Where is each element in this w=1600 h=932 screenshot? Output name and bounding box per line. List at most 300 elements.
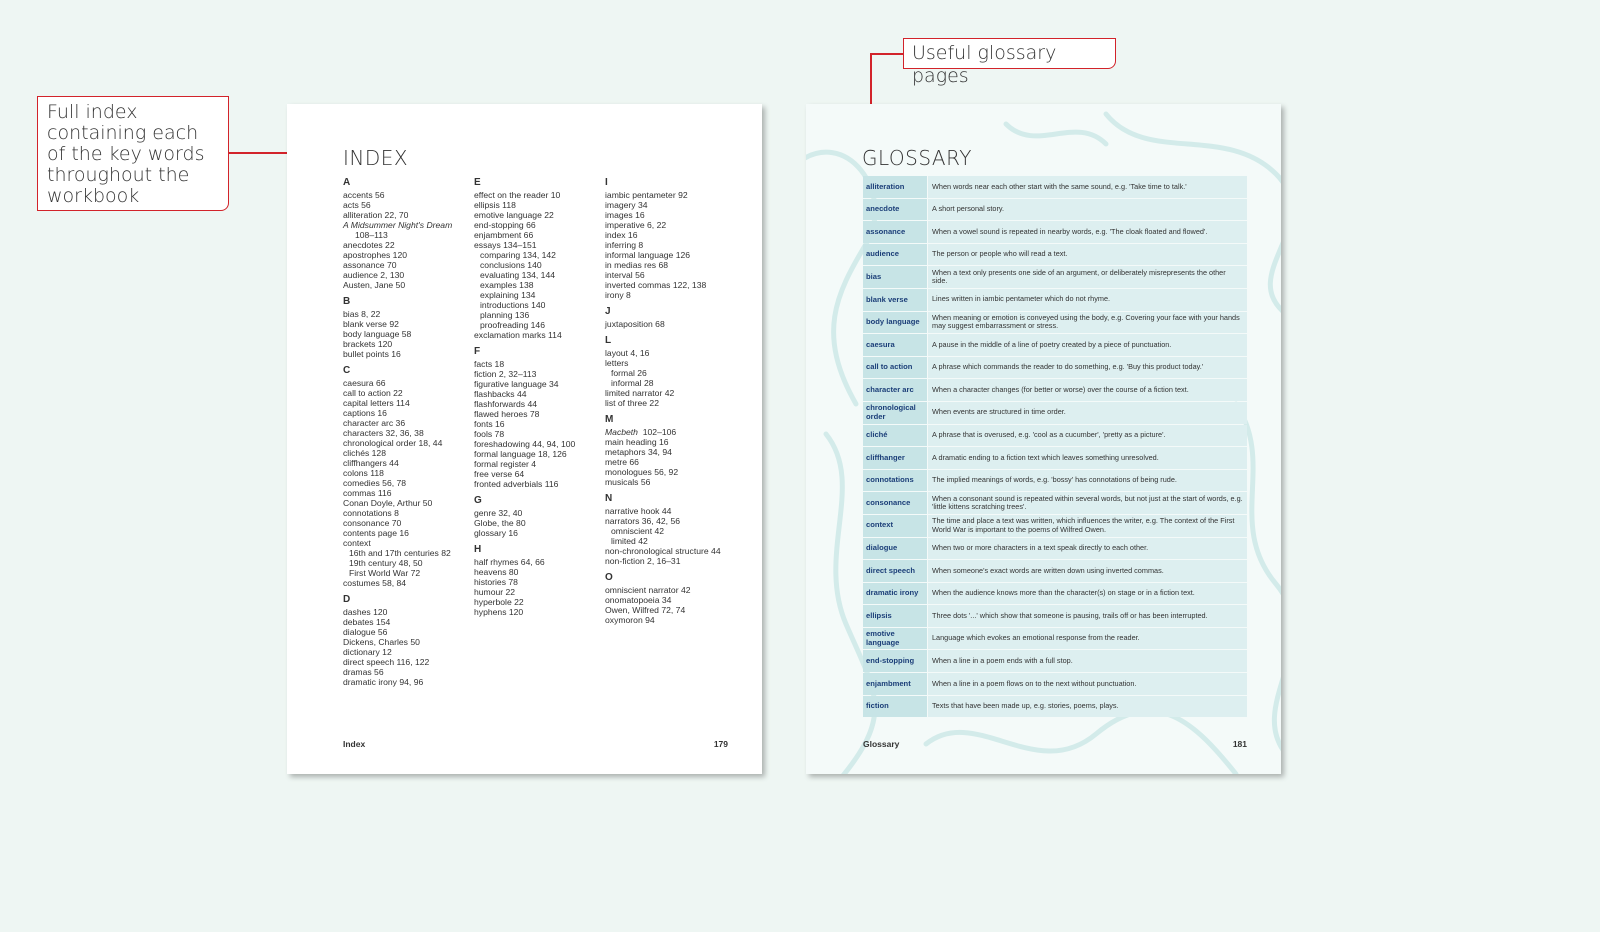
index-entry-text: informal language 126 — [605, 250, 691, 260]
index-entry-text: captions 16 — [343, 408, 387, 418]
index-entry — [343, 388, 473, 398]
index-entry-text: inferring 8 — [605, 240, 644, 250]
index-section-letter: O — [605, 572, 613, 583]
index-entry — [605, 240, 735, 250]
index-entry-text: metaphors 34, 94 — [605, 447, 672, 457]
index-entry — [474, 280, 604, 290]
index-entry-text: dramatic irony 94, 96 — [343, 677, 424, 687]
index-entry-text: consonance 70 — [343, 518, 402, 528]
index-entry-text: body language 58 — [343, 329, 412, 339]
index-entry — [474, 290, 604, 300]
glossary-term: connotations — [863, 470, 927, 492]
index-entry-text: emotive language 22 — [474, 210, 554, 220]
index-entry-text: blank verse 92 — [343, 319, 399, 329]
index-entry — [605, 437, 735, 447]
glossary-term: enjambment — [863, 673, 927, 695]
index-entry — [343, 518, 473, 528]
index-entry — [474, 419, 604, 429]
index-entry-text: connotations 8 — [343, 508, 399, 518]
index-entry — [605, 290, 735, 300]
glossary-row — [863, 176, 1247, 198]
index-entry-text: A Midsummer Night's Dream — [343, 220, 453, 230]
index-column-2 — [474, 178, 604, 624]
index-section — [343, 595, 473, 687]
index-entry-text: costumes 58, 84 — [343, 578, 407, 588]
index-section — [605, 494, 735, 566]
index-entry — [343, 190, 473, 200]
index-entry — [605, 516, 735, 526]
index-entry — [474, 557, 604, 567]
glossary-definition: Texts that have been made up, e.g. stories, poems, plays. — [928, 696, 1247, 718]
index-entry — [343, 667, 473, 677]
index-entry — [343, 378, 473, 388]
glossary-term: consonance — [863, 492, 927, 514]
index-entry-text: Owen, Wilfred 72, 74 — [605, 605, 686, 615]
glossary-definition: When two or more characters in a text speak directly to each other. — [928, 538, 1247, 560]
index-section — [474, 496, 604, 538]
index-entry — [605, 536, 735, 546]
index-entry — [343, 488, 473, 498]
index-entry-text: evaluating 134, 144 — [480, 270, 556, 280]
index-entry-text: brackets 120 — [343, 339, 393, 349]
index-entry — [474, 359, 604, 369]
index-entry-text: main heading 16 — [605, 437, 669, 447]
index-entry — [343, 458, 473, 468]
index-entry-text: dashes 120 — [343, 607, 388, 617]
index-entry-text: commas 116 — [343, 488, 392, 498]
index-entry-text: fiction 2, 32–113 — [474, 369, 537, 379]
glossary-term: end-stopping — [863, 650, 927, 672]
index-entry-text: facts 18 — [474, 359, 505, 369]
glossary-row — [863, 379, 1247, 401]
glossary-row — [863, 221, 1247, 243]
index-entry-text: narrative hook 44 — [605, 506, 672, 516]
index-entry-text: omniscient narrator 42 — [605, 585, 691, 595]
index-entry — [343, 538, 473, 548]
index-entry-text: iambic pentameter 92 — [605, 190, 688, 200]
index-entry-text: debates 154 — [343, 617, 391, 627]
glossary-row — [863, 673, 1247, 695]
index-entry-text: metre 66 — [605, 457, 639, 467]
index-entry-text: clichés 128 — [343, 448, 386, 458]
index-entry-text: letters — [605, 358, 629, 368]
index-entry — [474, 190, 604, 200]
index-entry — [605, 270, 735, 280]
index-entry — [343, 637, 473, 647]
index-entry-text: cliffhangers 44 — [343, 458, 399, 468]
index-entry-text: 16th and 17th centuries 82 — [349, 548, 451, 558]
index-entry — [343, 250, 473, 260]
index-entry-text: capital letters 114 — [343, 398, 410, 408]
glossary-term: direct speech — [863, 560, 927, 582]
index-entry — [474, 270, 604, 280]
index-entry-text: musicals 56 — [605, 477, 651, 487]
index-section — [343, 297, 473, 359]
index-entry-text: glossary 16 — [474, 528, 518, 538]
glossary-term: character arc — [863, 379, 927, 401]
index-entry — [343, 647, 473, 657]
index-entry-text: bias 8, 22 — [343, 309, 381, 319]
index-entry-text: Dickens, Charles 50 — [343, 637, 420, 647]
index-entry-text: comedies 56, 78 — [343, 478, 407, 488]
index-section-letter: A — [343, 177, 351, 188]
index-entry — [605, 457, 735, 467]
index-section-letter: E — [474, 177, 481, 188]
index-entry-text: acts 56 — [343, 200, 371, 210]
glossary-definition: When a line in a poem flows on to the next without punctuation. — [928, 673, 1247, 695]
index-entry-text: contents page 16 — [343, 528, 409, 538]
glossary-page-number: 181 — [1232, 739, 1247, 749]
index-entry — [605, 210, 735, 220]
glossary-definition: Lines written in iambic pentameter which do not rhyme. — [928, 289, 1247, 311]
index-entry — [343, 627, 473, 637]
index-entry — [605, 477, 735, 487]
index-entry-text: dramas 56 — [343, 667, 384, 677]
glossary-definition: When someone's exact words are written down using inverted commas. — [928, 560, 1247, 582]
index-entry — [474, 577, 604, 587]
index-entry — [605, 427, 735, 437]
glossary-row — [863, 357, 1247, 379]
index-entry-text: imperative 6, 22 — [605, 220, 667, 230]
glossary-definition: When a character changes (for better or worse) over the course of a fiction text. — [928, 379, 1247, 401]
index-entry-text: planning 136 — [480, 310, 530, 320]
index-entry-pages: 102–106 — [637, 427, 677, 437]
index-entry-text: onomatopoeia 34 — [605, 595, 672, 605]
index-entry-text: accents 56 — [343, 190, 385, 200]
glossary-row — [863, 402, 1247, 424]
index-entry-text: oxymoron 94 — [605, 615, 655, 625]
glossary-term: alliteration — [863, 176, 927, 198]
index-entry — [343, 578, 473, 588]
index-entry-text: Austen, Jane 50 — [343, 280, 406, 290]
index-entry-text: anecdotes 22 — [343, 240, 395, 250]
index-entry-text: flawed heroes 78 — [474, 409, 540, 419]
glossary-definition: When a vowel sound is repeated in nearby words, e.g. 'The cloak floated and flowed'. — [928, 221, 1247, 243]
index-entry — [605, 220, 735, 230]
index-entry — [343, 508, 473, 518]
glossary-term: chronological order — [863, 402, 927, 424]
glossary-page — [806, 104, 1281, 774]
index-entry-text: flashforwards 44 — [474, 399, 538, 409]
index-entry-text: narrators 36, 42, 56 — [605, 516, 681, 526]
index-entry — [605, 368, 735, 378]
glossary-row — [863, 538, 1247, 560]
index-entry — [343, 398, 473, 408]
index-entry-text: histories 78 — [474, 577, 518, 587]
index-entry — [343, 339, 473, 349]
index-entry-text: comparing 134, 142 — [480, 250, 556, 260]
glossary-row — [863, 289, 1247, 311]
glossary-term: anecdote — [863, 199, 927, 221]
index-entry-text: juxtaposition 68 — [605, 319, 665, 329]
glossary-definition: A pause in the middle of a line of poetry created by a piece of punctuation. — [928, 334, 1247, 356]
glossary-definition: When words near each other start with the same sound, e.g. 'Take time to talk.' — [928, 176, 1247, 198]
index-entry-text: heavens 80 — [474, 567, 519, 577]
index-entry-text: apostrophes 120 — [343, 250, 408, 260]
index-entry — [474, 320, 604, 330]
index-entry — [343, 468, 473, 478]
index-entry-text: index 16 — [605, 230, 638, 240]
index-entry-text: imagery 34 — [605, 200, 648, 210]
index-section-letter: N — [605, 493, 613, 504]
glossary-row — [863, 650, 1247, 672]
glossary-definition: A phrase which commands the reader to do something, e.g. 'Buy this product today.' — [928, 357, 1247, 379]
glossary-term: context — [863, 515, 927, 537]
index-entry-text: colons 118 — [343, 468, 384, 478]
index-entry — [474, 260, 604, 270]
index-entry — [343, 558, 473, 568]
index-entry — [474, 459, 604, 469]
glossary-term: ellipsis — [863, 605, 927, 627]
index-entry-text: context — [343, 538, 371, 548]
glossary-term: emotive language — [863, 628, 927, 650]
index-entry-text: exclamation marks 114 — [474, 330, 562, 340]
index-entry — [474, 518, 604, 528]
glossary-definition: When events are structured in time order. — [928, 402, 1247, 424]
index-entry — [343, 319, 473, 329]
index-entry-text: monologues 56, 92 — [605, 467, 679, 477]
glossary-definition: Language which evokes an emotional response from the reader. — [928, 628, 1247, 650]
glossary-row — [863, 515, 1247, 537]
index-entry-text: formal 26 — [611, 368, 647, 378]
glossary-term: audience — [863, 244, 927, 266]
glossary-definition: The person or people who will read a text. — [928, 244, 1247, 266]
index-entry — [605, 358, 735, 368]
index-footer-label: Index — [343, 739, 366, 749]
index-entry-text: non-fiction 2, 16–31 — [605, 556, 681, 566]
index-entry — [605, 526, 735, 536]
index-entry-text: bullet points 16 — [343, 349, 401, 359]
index-entry — [343, 677, 473, 687]
index-entry — [605, 190, 735, 200]
index-section-letter: C — [343, 365, 351, 376]
glossary-row — [863, 696, 1247, 718]
index-entry-text: essays 134–151 — [474, 240, 537, 250]
glossary-term: dramatic irony — [863, 583, 927, 605]
index-entry — [343, 617, 473, 627]
index-entry-text: caesura 66 — [343, 378, 386, 388]
index-entry — [343, 607, 473, 617]
index-entry — [605, 260, 735, 270]
index-entry — [474, 469, 604, 479]
index-entry-text: fronted adverbials 116 — [474, 479, 559, 489]
glossary-term: blank verse — [863, 289, 927, 311]
index-entry-text: free verse 64 — [474, 469, 525, 479]
index-entry-text: humour 22 — [474, 587, 516, 597]
index-entry — [605, 605, 735, 615]
index-section-letter: H — [474, 544, 482, 555]
index-entry — [605, 556, 735, 566]
glossary-title: GLOSSARY — [862, 146, 972, 170]
index-entry — [605, 200, 735, 210]
index-section — [605, 307, 735, 329]
glossary-row — [863, 447, 1247, 469]
index-entry — [343, 498, 473, 508]
index-entry-text: in medias res 68 — [605, 260, 669, 270]
glossary-term: bias — [863, 266, 927, 288]
index-entry-text: half rhymes 64, 66 — [474, 557, 545, 567]
index-entry-text: call to action 22 — [343, 388, 403, 398]
index-entry — [343, 528, 473, 538]
index-page-number: 179 — [713, 739, 728, 749]
glossary-row — [863, 425, 1247, 447]
index-entry — [343, 220, 473, 230]
glossary-definition: Three dots '...' which show that someone is pausing, trails off or has been interrupted. — [928, 605, 1247, 627]
index-entry — [605, 398, 735, 408]
glossary-definition: The implied meanings of words, e.g. 'bossy' has connotations of being rude. — [928, 470, 1247, 492]
index-callout-text: Full index containing each of the key words throughout the workbook — [47, 101, 205, 207]
index-entry-text: hyperbole 22 — [474, 597, 524, 607]
glossary-row — [863, 560, 1247, 582]
index-section-letter: M — [605, 414, 614, 425]
index-section-letter: D — [343, 594, 351, 605]
index-entry-text: limited 42 — [611, 536, 648, 546]
index-section — [343, 178, 473, 290]
glossary-row — [863, 244, 1247, 266]
glossary-definition: When the audience knows more than the character(s) on stage or in a fiction text. — [928, 583, 1247, 605]
glossary-term: body language — [863, 312, 927, 334]
index-entry-text: effect on the reader 10 — [474, 190, 561, 200]
index-entry — [474, 479, 604, 489]
index-entry — [605, 378, 735, 388]
index-entry — [474, 528, 604, 538]
index-title: INDEX — [343, 146, 409, 170]
index-entry — [474, 379, 604, 389]
glossary-term: cliffhanger — [863, 447, 927, 469]
index-entry — [343, 240, 473, 250]
glossary-callout-line-h — [870, 53, 903, 55]
index-entry-text: informal 28 — [611, 378, 654, 388]
index-entry — [343, 438, 473, 448]
index-entry-text: characters 32, 36, 38 — [343, 428, 424, 438]
glossary-definition: A dramatic ending to a fiction text which leaves something unresolved. — [928, 447, 1247, 469]
index-entry — [343, 210, 473, 220]
index-entry — [474, 597, 604, 607]
index-entry — [343, 478, 473, 488]
index-entry — [343, 568, 473, 578]
index-entry — [474, 230, 604, 240]
glossary-definition: A phrase that is overused, e.g. 'cool as a cucumber', 'pretty as a picture'. — [928, 425, 1247, 447]
index-entry-text: foreshadowing 44, 94, 100 — [474, 439, 576, 449]
index-entry-text: inverted commas 122, 138 — [605, 280, 707, 290]
glossary-row — [863, 334, 1247, 356]
index-entry — [474, 310, 604, 320]
index-entry — [343, 280, 473, 290]
index-entry-text: flashbacks 44 — [474, 389, 527, 399]
index-entry-text: enjambment 66 — [474, 230, 534, 240]
index-section — [474, 545, 604, 617]
index-entry-text: dictionary 12 — [343, 647, 392, 657]
index-entry — [343, 657, 473, 667]
index-section-letter: J — [605, 306, 611, 317]
index-entry-text: chronological order 18, 44 — [343, 438, 443, 448]
index-section — [343, 366, 473, 588]
index-entry — [474, 449, 604, 459]
index-entry — [605, 280, 735, 290]
index-entry — [605, 319, 735, 329]
index-page — [287, 104, 762, 774]
glossary-callout-text: Useful glossary pages — [912, 42, 1057, 87]
index-entry — [474, 250, 604, 260]
glossary-definition: When a consonant sound is repeated within several words, but not just at the start of words, e.g. 'little kittens scratching trees'. — [928, 492, 1247, 514]
index-entry-text: list of three 22 — [605, 398, 659, 408]
index-entry-text: end-stopping 66 — [474, 220, 536, 230]
index-entry — [343, 270, 473, 280]
glossary-definition: A short personal story. — [928, 199, 1247, 221]
glossary-row — [863, 199, 1247, 221]
index-section — [605, 573, 735, 625]
index-entry — [343, 260, 473, 270]
index-entry — [343, 408, 473, 418]
glossary-row — [863, 605, 1247, 627]
index-entry — [474, 210, 604, 220]
index-entry-text: limited narrator 42 — [605, 388, 675, 398]
index-column-1 — [343, 178, 473, 694]
index-entry-text: assonance 70 — [343, 260, 397, 270]
index-entry — [474, 330, 604, 340]
index-entry-text: omniscient 42 — [611, 526, 665, 536]
index-entry — [605, 585, 735, 595]
index-column-3 — [605, 178, 735, 632]
index-entry — [474, 409, 604, 419]
index-entry-text: examples 138 — [480, 280, 534, 290]
glossary-callout — [903, 38, 1116, 87]
index-entry — [474, 240, 604, 250]
index-entry-text: formal language 18, 126 — [474, 449, 567, 459]
index-entry — [605, 615, 735, 625]
index-entry — [474, 508, 604, 518]
glossary-row — [863, 470, 1247, 492]
index-entry-text: alliteration 22, 70 — [343, 210, 409, 220]
index-entry — [343, 448, 473, 458]
index-entry — [605, 595, 735, 605]
index-entry-text: layout 4, 16 — [605, 348, 650, 358]
index-entry — [343, 329, 473, 339]
index-section-letter: F — [474, 346, 481, 357]
index-entry — [343, 418, 473, 428]
index-entry-text: non-chronological structure 44 — [605, 546, 721, 556]
index-entry-text: 108–113 — [355, 230, 388, 240]
glossary-term: assonance — [863, 221, 927, 243]
index-callout — [37, 96, 229, 211]
index-entry-text: audience 2, 130 — [343, 270, 405, 280]
glossary-term: dialogue — [863, 538, 927, 560]
index-entry-text: fools 78 — [474, 429, 505, 439]
index-entry-text: fonts 16 — [474, 419, 505, 429]
index-entry — [474, 389, 604, 399]
index-entry-text: character arc 36 — [343, 418, 406, 428]
glossary-term: call to action — [863, 357, 927, 379]
index-entry — [474, 369, 604, 379]
index-entry — [605, 230, 735, 240]
index-entry-text: dialogue 56 — [343, 627, 388, 637]
index-entry-text: 19th century 48, 50 — [349, 558, 423, 568]
index-entry-text: images 16 — [605, 210, 645, 220]
index-entry-text: Macbeth — [605, 427, 638, 437]
index-section — [474, 178, 604, 340]
index-entry — [605, 546, 735, 556]
index-entry — [474, 220, 604, 230]
index-section-letter: B — [343, 296, 351, 307]
index-entry-text: Conan Doyle, Arthur 50 — [343, 498, 433, 508]
index-entry — [474, 567, 604, 577]
index-entry-text: conclusions 140 — [480, 260, 542, 270]
glossary-definition: When meaning or emotion is conveyed using the body, e.g. Covering your face with your hands may suggest embarrassment or stress. — [928, 312, 1247, 334]
index-entry-text: formal register 4 — [474, 459, 537, 469]
index-section — [605, 178, 735, 300]
index-section-letter: L — [605, 335, 612, 346]
glossary-row — [863, 583, 1247, 605]
